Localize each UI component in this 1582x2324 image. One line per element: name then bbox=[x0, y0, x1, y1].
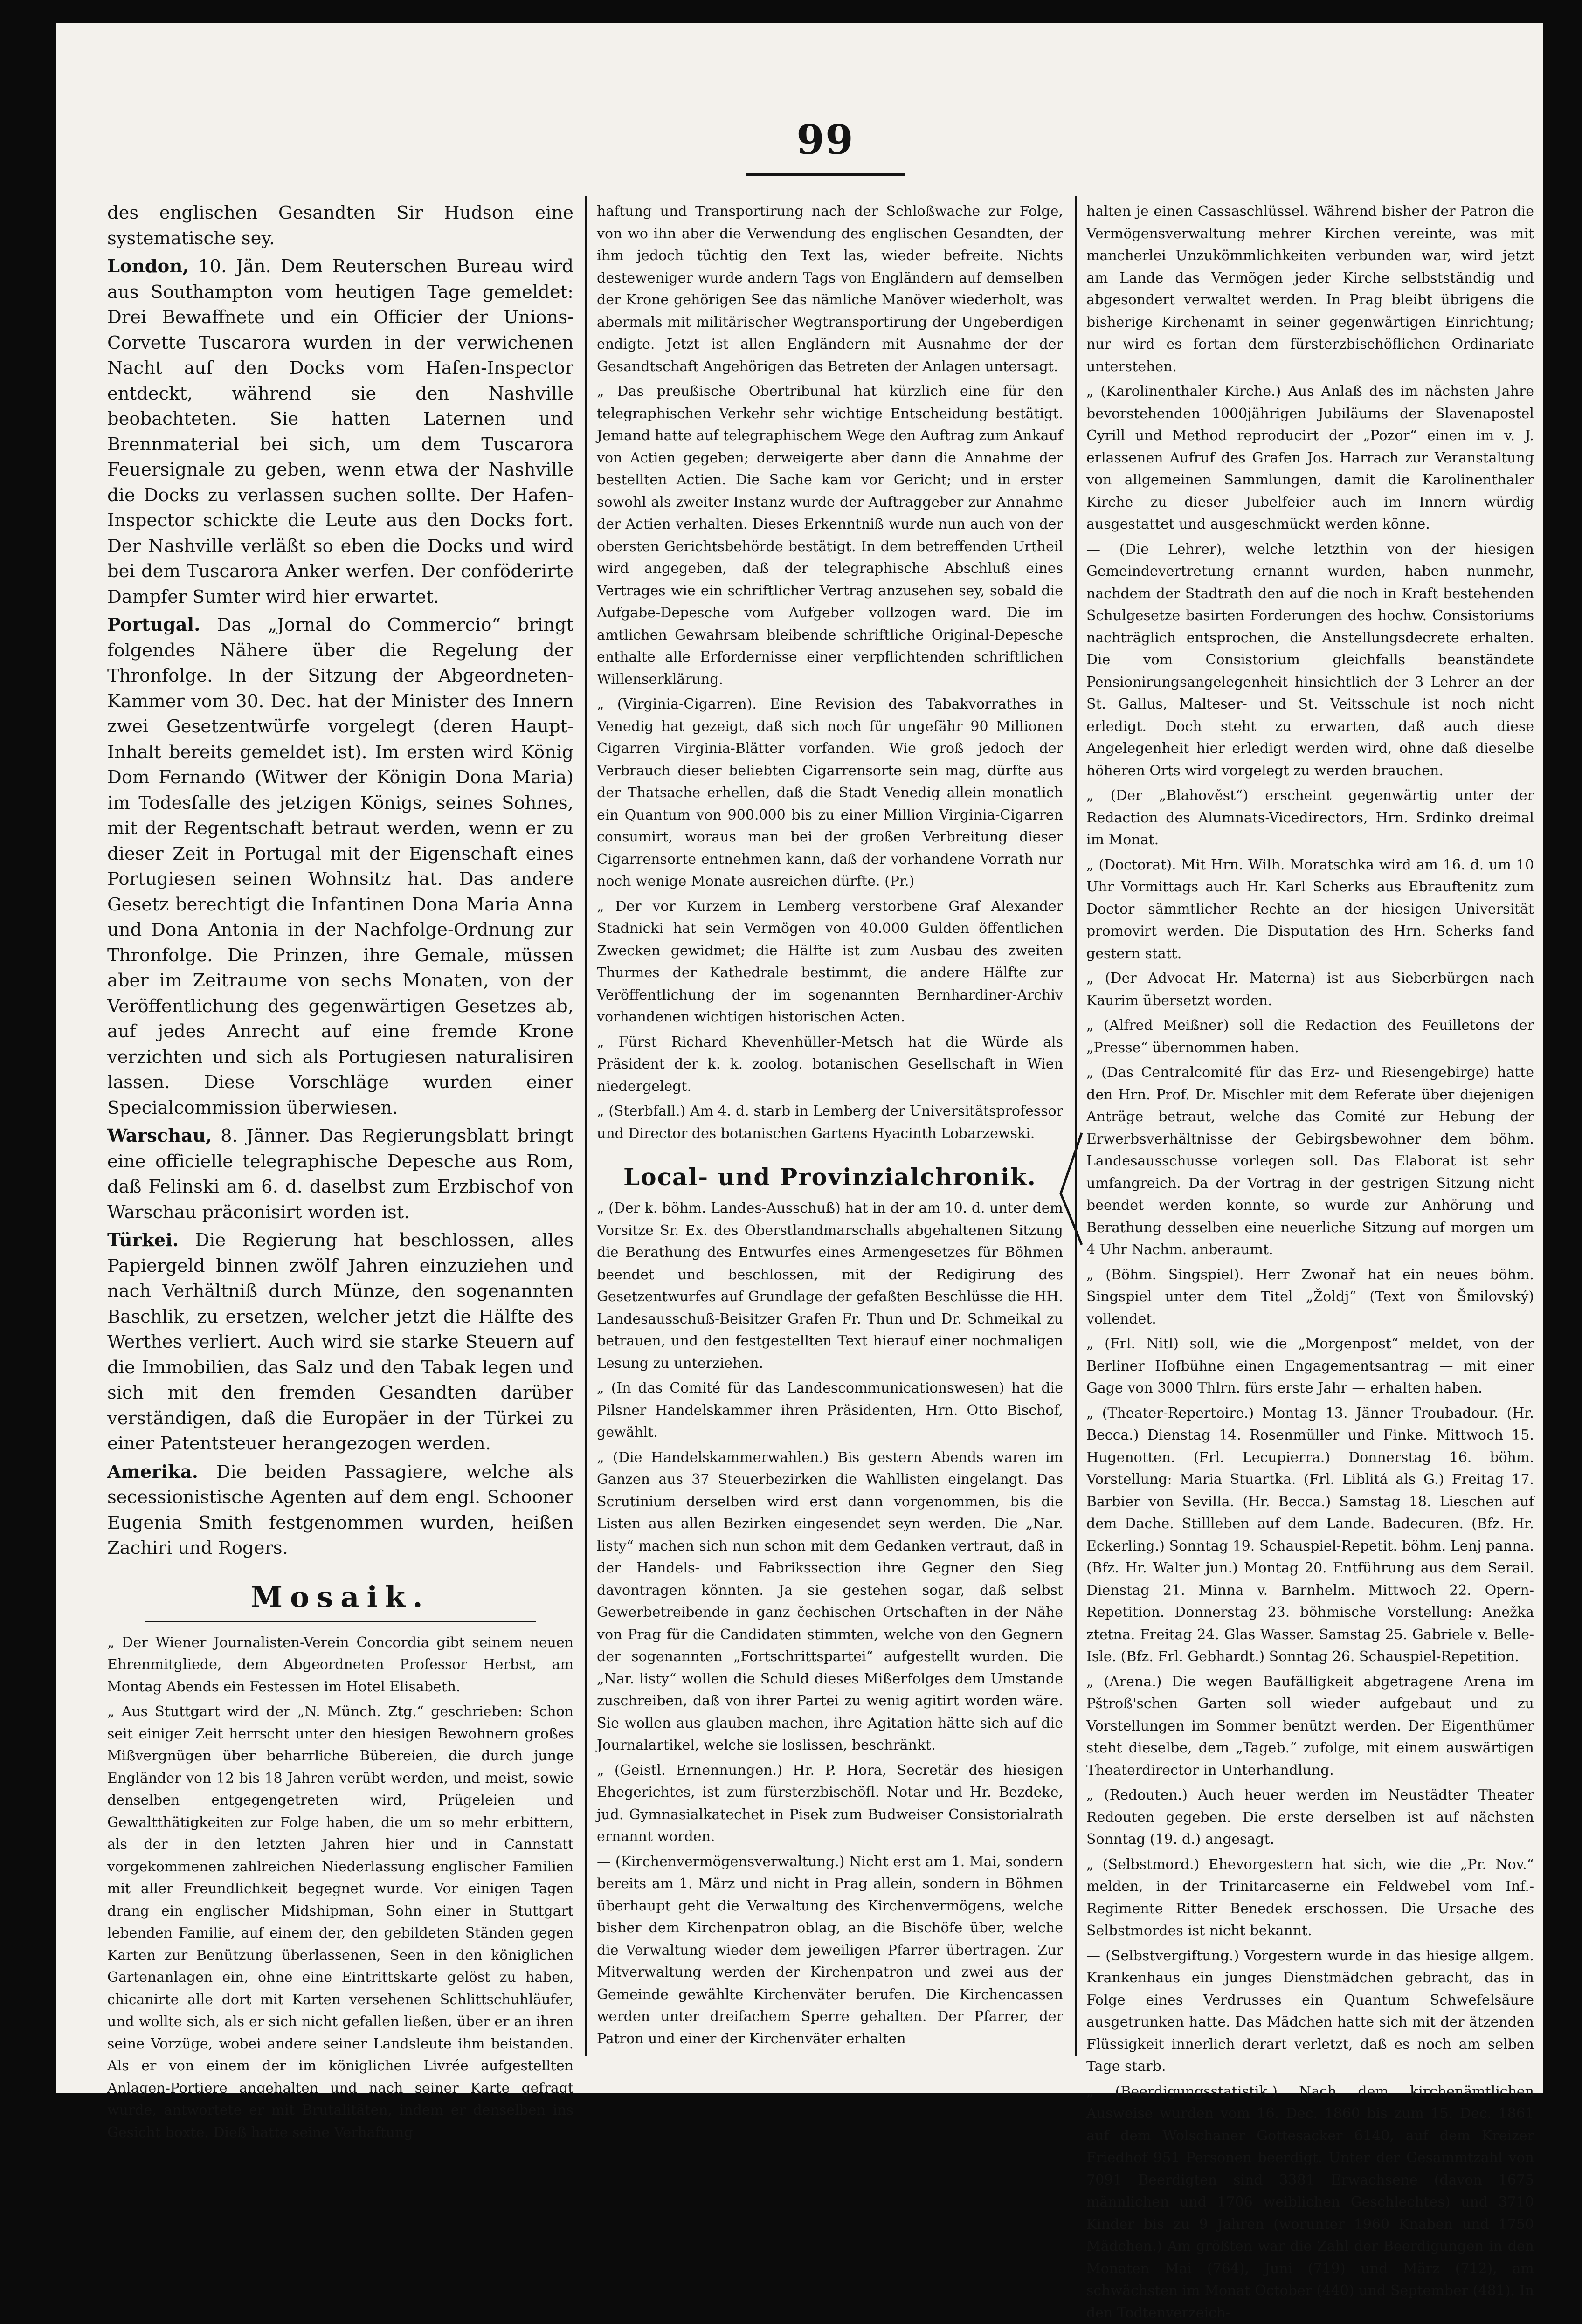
paragraph-text: halten je einen Cassaschlüssel. Während bisher der Patron die Vermögensverwaltung mehrer Kirchen vereinte, was mit mancherlei Unzukömmlichkeiten verbunden war, wird jetzt am Lande das Vermögen jeder Kirche selbstständig und abgesondert verwaltet werden. In Prag bleibt übrigens die bisherige Kirchenamt in seiner gegenwärtigen Einrichtung; nur wird es fortan dem fürsterzbischöflichen Ordinariate unterstehen. bbox=[1086, 203, 1534, 375]
article-paragraph bbox=[107, 1124, 573, 1225]
paragraph-text: „ (Redouten.) Auch heuer werden im Neustädter Theater Redouten gegeben. Die erste derselben ist auf nächsten Sonntag (19. d.) angesagt. bbox=[1086, 1787, 1534, 1848]
article-paragraph bbox=[1086, 1784, 1534, 1851]
dateline-lead: Portugal. bbox=[107, 614, 200, 635]
paragraph-text: „ Fürst Richard Khevenhüller-Metsch hat die Würde als Präsident der k. k. zoolog. botanischen Gesellschaft in Wien niedergelegt. bbox=[597, 1034, 1063, 1095]
paragraph-text: „ (Die Handelskammerwahlen.) Bis gestern Abends waren im Ganzen aus 37 Steuerbezirken die Wahllisten eingelangt. Das Scrutinium derselben wird erst dann vorgenommen, bis die Listen aus allen Bezirken eingesendet seyn werden. Die „Nar. listy“ machen sich nun schon mit dem Gedanken vertraut, daß in der Handels- und Fabrikssection ihre Gegner den Sieg davontragen könnten. Ja sie gestehen sogar, daß selbst Gewerbetreibende in ganz čechischen Ortschaften in der Nähe von Prag für die Candidaten stimmten, welche von den Gegnern der sogenannten „Fortschrittspartei“ aufgestellt wurden. Die „Nar. listy“ wollen die Schuld dieses Mißerfolges dem Umstande zuschreiben, daß von ihrer Partei zu wenig agitirt worden wäre. Sie wollen aus glauben machen, ihre Agitation hätte sich auf die Journalartikel, welche sie loslissen, beschränkt. bbox=[597, 1449, 1063, 1754]
article-paragraph bbox=[107, 1228, 573, 1457]
article-paragraph bbox=[1086, 1671, 1534, 1782]
paragraph-text: 8. Jänner. Das Regierungsblatt bringt eine officielle telegraphische Depesche aus Rom, daß Felinski am 6. d. daselbst zum Erzbischof von Warschau präconisirt worden ist. bbox=[107, 1125, 573, 1223]
dateline-lead: Amerika. bbox=[107, 1462, 198, 1483]
right-column bbox=[1086, 200, 1534, 2056]
paragraph-text: „ (Alfred Meißner) soll die Redaction des Feuilletons der „Presse“ übernommen haben. bbox=[1086, 1017, 1534, 1056]
article-paragraph bbox=[597, 1377, 1063, 1444]
article-paragraph bbox=[597, 380, 1063, 690]
left-column bbox=[107, 200, 573, 2056]
article-paragraph bbox=[1086, 1945, 1534, 2078]
article-paragraph bbox=[107, 1460, 573, 1561]
paragraph-text: Die beiden Passagiere, welche als secessionistische Agenten auf dem engl. Schooner Eugenia Smith festgenommen wurden, heißen Zachiri und Rogers. bbox=[107, 1462, 573, 1559]
paragraph-text: „ (Der „Blahověst“) erscheint gegenwärtig unter der Redaction des Alumnats-Vicedirectors, Hrn. Srdinko dreimal im Monat. bbox=[1086, 787, 1534, 848]
paragraph-text: „ (Der k. böhm. Landes-Ausschuß) hat in der am 10. d. unter dem Vorsitze Sr. Ex. des Oberstlandmarschalls abgehaltenen Sitzung die Berathung des Entwurfes eines Armengesetzes für Böhmen beendet und beschlossen, mit der Redigirung des Gesetzentwurfes auf Grundlage der gefaßten Beschlüsse die HH. Landesausschuß-Beisitzer Grafen Fr. Thun und Dr. Schmeikal zu betrauen, und den festgestellten Text hierauf einer nochmaligen Lesung zu unterziehen. bbox=[597, 1200, 1063, 1372]
article-paragraph bbox=[597, 1031, 1063, 1098]
article-paragraph bbox=[1086, 1333, 1534, 1400]
article-paragraph bbox=[107, 254, 573, 610]
page-number-rule bbox=[746, 173, 905, 176]
column-divider-left bbox=[585, 196, 587, 2056]
paragraph-text: „ Der Wiener Journalisten-Verein Concordia gibt seinem neuen Ehrenmitgliede, dem Abgeordneten Professor Herbst, am Montag Abends ein Festessen im Hotel Elisabeth. bbox=[107, 1634, 573, 1695]
newspaper-page bbox=[56, 23, 1543, 2093]
article-paragraph bbox=[597, 1100, 1063, 1145]
article-paragraph bbox=[597, 896, 1063, 1028]
paragraph-text: Das „Jornal do Commercio“ bringt folgendes Nähere über die Regelung der Thronfolge. In der Sitzung der Abgeordneten-Kammer vom 30. Dec. hat der Minister des Innern zwei Gesetzentwürfe vorgelegt (deren Haupt-Inhalt bereits gemeldet ist). Im ersten wird König Dom Fernando (Witwer der Königin Dona Maria) im Todesfalle des jetzigen Königs, seines Sohnes, mit der Regentschaft betraut werden, wenn er zu dieser Zeit in Portugal mit der Eigenschaft eines Portugiesen seinen Wohnsitz hat. Das andere Gesetz berechtigt die Infantinen Dona Maria Anna und Dona Antonia in der Nachfolge-Ordnung zur Thronfolge. Die Prinzen, ihre Gemale, müssen aber im Zeitraume von sechs Monaten, von der Veröffentlichung des gegenwärtigen Gesetzes ab, auf jedes Anrecht auf eine fremde Krone verzichten und sich als Portugiesen naturalisiren lassen. Diese Vorschläge wurden einer Specialcommission überwiesen. bbox=[107, 614, 573, 1118]
paragraph-text: „ (Böhm. Singspiel). Herr Zwonař hat ein neues böhm. Singspiel unter dem Titel „Žoldj“ (Text von Šmilovský) vollendet. bbox=[1086, 1267, 1534, 1327]
paragraph-text: „ Das preußische Obertribunal hat kürzlich eine für den telegraphischen Verkehr sehr wichtige Entscheidung bestätigt. Jemand hatte auf telegraphischem Wege den Auftrag zum Ankauf von Actien gegeben; derweigerte aber dann die Annahme der bestellten Actien. Die Sache kam vor Gericht; und in erster sowohl als zweiter Instanz wurde der Auftraggeber zur Annahme der Actien verhalten. Dieses Erkenntniß wurde nun auch von der obersten Gerichtsbehörde bestätigt. In dem betreffenden Urtheil wird angegeben, daß der telegraphische Abschluß eines Vertrages wie ein schriftlicher Vertrag anzusehen sey, sobald die Aufgabe-Depesche vom Aufgeber vollzogen ward. Die im amtlichen Gewahrsam bleibende schriftliche Original-Depesche enthalte alle Erfordernisse einer verpflichtenden schriftlichen Willenserklärung. bbox=[597, 383, 1063, 688]
article-paragraph bbox=[1086, 785, 1534, 851]
column-divider-right bbox=[1075, 196, 1077, 2056]
section-heading-local: Local- und Provinzialchronik. bbox=[597, 1163, 1063, 1191]
paragraph-text: „ (Sterbfall.) Am 4. d. starb in Lemberg der Universitätsprofessor und Director des botanischen Gartens Hyacinth Lobarzewski. bbox=[597, 1103, 1063, 1142]
paragraph-text: „ (Theater-Repertoire.) Montag 13. Jänner Troubadour. (Hr. Becca.) Dienstag 14. Rosenmüller und Finke. Mittwoch 15. Hugenotten. (Frl. Lecupierra.) Donnerstag 16. böhm. Vorstellung: Maria Stuartka. (Frl. Liblitá als G.) Freitag 17. Barbier von Sevilla. (Hr. Becca.) Samstag 18. Lieschen auf dem Dache. Stillleben auf dem Lande. Badecuren. (Bfz. Hr. Eckerling.) Sonntag 19. Schauspiel-Repetit. böhm. Lenj panna. (Bfz. Hr. Walter jun.) Montag 20. Entführung aus dem Serail. Dienstag 21. Minna v. Barnhelm. Mittwoch 22. Opern-Repetition. Donnerstag 23. böhmische Vorstellung: Anežka ztetna. Freitag 24. Glas Wasser. Samstag 25. Gabriele v. Belle-Isle. (Bfz. Frl. Gebhardt.) Sonntag 26. Schauspiel-Repetition. bbox=[1086, 1405, 1534, 1665]
paragraph-text: „ (Selbstmord.) Ehevorgestern hat sich, wie die „Pr. Nov.“ melden, in der Trinitarcaserne ein Feldwebel vom Inf.-Regimente Ritter Benedek erschossen. Die Ursache des Selbstmordes ist nicht bekannt. bbox=[1086, 1856, 1534, 1939]
article-paragraph bbox=[1086, 1014, 1534, 1059]
article-paragraph bbox=[107, 1701, 573, 2144]
paragraph-text: — (Selbstvergiftung.) Vorgestern wurde in das hiesige allgem. Krankenhaus ein junges Dienstmädchen gebracht, das in Folge eines Verdrusses ein Quantum Schwefelsäure ausgetrunken hatte. Das Mädchen hatte sich mit der ätzenden Flüssigkeit innerlich derart verletzt, daß es noch am selben Tage starb. bbox=[1086, 1948, 1534, 2075]
paragraph-text: „ (Der Advocat Hr. Materna) ist aus Sieberbürgen nach Kaurim übersetzt worden. bbox=[1086, 970, 1534, 1009]
article-paragraph bbox=[597, 1447, 1063, 1757]
section-rule bbox=[145, 1621, 536, 1622]
article-paragraph bbox=[597, 693, 1063, 893]
paragraph-text: des englischen Gesandten Sir Hudson eine systematische sey. bbox=[107, 202, 573, 249]
article-paragraph bbox=[1086, 854, 1534, 965]
paragraph-text: „ (Beerdigungsstatistik.) Nach dem kirchenämtlichen Ausweise wurden vom 16. Dec. 1860 bis zum 15. Dec. 1861 auf dem Wolschaner Gottesacker 6140, auf dem Kreizer Friedhof 951 Personen beerdigt. Unter der Gesammtzahl von 7091 Beerdigten sind 3381 Erwachsene (davon 1675 männlichen und 1706 weiblichen Geschlechtes) und 3710 Kinder bis zu 9 Jahren (worunter 1960 Knaben und 1750 Mädchen.) Am größten war die Zahl der Beerdigungen in den Monaten Mai (764), Juni (719) und März (712), am schwächsten im Monat October (440) und September (481). In den Todtenverzeich- bbox=[1086, 2083, 1534, 2321]
article-paragraph bbox=[597, 1759, 1063, 1848]
article-paragraph bbox=[1086, 1264, 1534, 1331]
article-paragraph bbox=[1086, 2081, 1534, 2324]
article-paragraph bbox=[1086, 538, 1534, 782]
article-paragraph bbox=[107, 200, 573, 251]
paragraph-text: „ (Das Centralcomité für das Erz- und Riesengebirge) hatte den Hrn. Prof. Dr. Mischler mit dem Referate über diejenigen Anträge betraut, welche das Comité zur Hebung der Erwerbsverhältnisse der Gebirgsbewohner dem böhm. Landesausschusse vorlegen soll. Das Elaborat ist sehr umfangreich. Da der Vortrag in der gestrigen Sitzung nicht beendet werden konnte, so wurde zur Anhörung und Berathung desselben eine neuerliche Sitzung auf morgen um 4 Uhr Nachm. anberaumt. bbox=[1086, 1064, 1534, 1258]
article-paragraph bbox=[1086, 1854, 1534, 1942]
article-paragraph bbox=[1086, 200, 1534, 378]
paragraph-text: „ (Frl. Nitl) soll, wie die „Morgenpost“ meldet, von der Berliner Hofbühne einen Engagementsantrag — mit einer Gage von 3000 Thlrn. fürs erste Jahr — erhalten haben. bbox=[1086, 1336, 1534, 1396]
article-paragraph bbox=[1086, 1062, 1534, 1261]
article-paragraph bbox=[1086, 967, 1534, 1012]
article-paragraph bbox=[597, 1851, 1063, 2050]
article-paragraph bbox=[1086, 380, 1534, 536]
paragraph-text: „ (Karolinenthaler Kirche.) Aus Anlaß des im nächsten Jahre bevorstehenden 1000jährigen Jubiläums der Slavenapostel Cyrill und Method reproducirt der „Pozor“ einen im v. J. erlassenen Aufruf des Grafen Jos. Harrach zur Veranstaltung von allgemeinen Sammlungen, damit die Karolinenthaler Kirche zu dieser Jubelfeier auch im Innern würdig ausgestattet und ausgeschmückt werden könne. bbox=[1086, 383, 1534, 532]
article-paragraph bbox=[597, 200, 1063, 378]
article-paragraph bbox=[1086, 1402, 1534, 1668]
article-paragraph bbox=[597, 1197, 1063, 1374]
paragraph-text: „ (Virginia-Cigarren). Eine Revision des Tabakvorrathes in Venedig hat gezeigt, daß sich noch für ungefähr 90 Millionen Cigarren Virginia-Blätter vorfanden. Wie groß jedoch der Verbrauch dieser beliebten Cigarrensorte sein mag, dürfte aus der Thatsache erhellen, daß die Stadt Venedig allein monatlich ein Quantum von 900.000 bis zu einer Million Virginia-Cigarren consumirt, woraus man bei der großen Verbreitung dieser Cigarrensorte entnehmen kann, daß der vorhandene Vorrath nur noch wenige Monate ausreichen dürfte. (Pr.) bbox=[597, 696, 1063, 890]
paragraph-text: 10. Jän. Dem Reuterschen Bureau wird aus Southampton vom heutigen Tage gemeldet: Drei Bewaffnete und ein Officier der Unions-Corvette Tuscarora wurden in der verwichenen Nacht auf den Docks vom Hafen-Inspector entdeckt, während sie den Nashville beobachteten. Sie hatten Laternen und Brennmaterial bei sich, um dem Tuscarora Feuersignale zu geben, wenn etwa der Nashville die Docks zu verlassen suchen sollte. Der Hafen-Inspector schickte die Leute aus den Docks fort. Der Nashville verläßt so eben die Docks und wird bei dem Tuscarora Anker werfen. Der conföderirte Dampfer Sumter wird hier erwartet. bbox=[107, 256, 573, 607]
paragraph-text: — (Die Lehrer), welche letzthin von der hiesigen Gemeindevertretung ernannt wurden, haben nunmehr, nachdem der Stadtrath den auf die noch in Kraft bestehenden Schulgesetze basirten Forderungen des hochw. Consistoriums nachträglich entsprochen, die Anstellungsdecrete erhalten. Die vom Consistorium gleichfalls beanständete Pensionirungsangelegenheit hinsichtlich der 3 Lehrer an der St. Gallus, Malteser- und St. Veitsschule ist noch nicht erledigt. Doch steht zu erwarten, daß auch diese Angelegenheit hier erledigt werden wird, ohne daß dieselbe höheren Orts wird vorgelegt zu werden brauchen. bbox=[1086, 541, 1534, 779]
article-paragraph bbox=[107, 613, 573, 1121]
paragraph-text: „ Aus Stuttgart wird der „N. Münch. Ztg.“ geschrieben: Schon seit einiger Zeit herrscht unter den hiesigen Bewohnern großes Mißvergnügen über beharrliche Bübereien, die durch junge Engländer von 12 bis 18 Jahren verübt werden, und meist, sowie denselben entgegengetreten wird, Prügeleien und Gewaltthätigkeiten zur Folge haben, die um so mehr erbittern, als der in den letzten Jahren hier und in Cannstatt vorgekommenen zahlreichen Niederlassung englischer Familien mit aller Freundlichkeit begegnet wurde. Vor einigen Tagen drang ein englischer Midshipman, Sohn einer in Stuttgart lebenden Familie, auf einem der, den gebildeten Ständen gegen Karten zur Benützung überlassenen, Seen in den königlichen Gartenanlagen ein, ohne eine Eintrittskarte gelöst zu haben, chicanirte alle dort mit Karten versehenen Schlittschuhläufer, und wollte sich, als er sich nicht gefallen ließen, über er an ihren seine Vorzüge, wobei andere seiner Landsleute ihm beistanden. Als er von einem der im königlichen Livrée aufgestellten Anlagen-Portiere angehalten und nach seiner Karte gefragt wurde, antwortete er mit Brutalitäten, indem er denselben ins Gesicht boxte. Dieß hatte seine Verhaftung bbox=[107, 1703, 573, 2141]
paragraph-text: „ (Doctorat). Mit Hrn. Wilh. Moratschka wird am 16. d. um 10 Uhr Vormittags auch Hr. Karl Scherks aus Ebrauftenitz zum Doctor sämmtlicher Rechte an der hiesigen Universität promovirt werden. Die Disputation des Hrn. Scherks fand gestern statt. bbox=[1086, 857, 1534, 962]
paragraph-text: „ (Arena.) Die wegen Baufälligkeit abgetragene Arena im Pštroß'schen Garten soll wieder aufgebaut und zu Vorstellungen im Sommer benützt werden. Der Eigenthümer steht dieselbe, dem „Tageb.“ zufolge, mit einem auswärtigen Theaterdirector in Unterhandlung. bbox=[1086, 1674, 1534, 1779]
article-paragraph bbox=[107, 1632, 573, 1698]
middle-column bbox=[597, 200, 1063, 2056]
paragraph-text: „ (In das Comité für das Landescommunicationswesen) hat die Pilsner Handelskammer ihren Präsidenten, Hrn. Otto Bischof, gewählt. bbox=[597, 1380, 1063, 1441]
paragraph-text: haftung und Transportirung nach der Schloßwache zur Folge, von wo ihn aber die Verwendung des englischen Gesandten, der ihm jedoch tüchtig den Text las, wieder befreite. Nichts desteweniger wurde andern Tags von Engländern auf demselben der Krone gehörigen See das nämliche Manöver wiederholt, was abermals mit militärischer Wegtransportirung der Ungeberdigen endigte. Jetzt ist allen Engländern mit Ausnahme der der Gesandtschaft Angehörigen das Betreten der Anlagen untersagt. bbox=[597, 203, 1063, 375]
dateline-lead: London, bbox=[107, 256, 189, 277]
page-number: 99 bbox=[732, 117, 919, 164]
margin-bracket-mark bbox=[1054, 1133, 1091, 1245]
section-heading-mosaik: Mosaik. bbox=[107, 1580, 573, 1614]
paragraph-text: „ (Geistl. Ernennungen.) Hr. P. Hora, Secretär des hiesigen Ehegerichtes, ist zum fürsterzbischöfl. Notar und Hr. Bezdeke, jud. Gymnasialkatechet in Pisek zum Budweiser Consistorialrath ernannt worden. bbox=[597, 1762, 1063, 1845]
paragraph-text: — (Kirchenvermögensverwaltung.) Nicht erst am 1. Mai, sondern bereits am 1. März und nicht in Prag allein, sondern in Böhmen überhaupt geht die Verwaltung des Kirchenvermögens, welche bisher dem Kirchenpatron oblag, an die Bischöfe über, welche die Verwaltung wieder dem jeweiligen Pfarrer übertragen. Zur Mitverwaltung werden der Kirchenpatron und zwei aus der Gemeinde gewählte Kirchenväter berufen. Die Kirchencassen werden unter dreifachem Sperre gehalten. Der Pfarrer, der Patron und einer der Kirchenväter erhalten bbox=[597, 1854, 1063, 2047]
paragraph-text: „ Der vor Kurzem in Lemberg verstorbene Graf Alexander Stadnicki hat sein Vermögen von 40.000 Gulden öffentlichen Zwecken gewidmet; die Hälfte ist zum Ausbau des zweiten Thurmes der Kathedrale bestimmt, die andere Hälfte zur Veröffentlichung der im sogenannten Bernhardiner-Archiv vorhandenen wichtigen historischen Acten. bbox=[597, 898, 1063, 1026]
paragraph-text: Die Regierung hat beschlossen, alles Papiergeld binnen zwölf Jahren einzuziehen und nach Verhältniß durch Münze, den sogenannten Baschlik, zu ersetzen, welcher jetzt die Hälfte des Werthes verliert. Auch wird sie starke Steuern auf die Immobilien, das Salz und den Tabak legen und sich mit den fremden Gesandten darüber verständigen, daß die Europäer in der Türkei zu einer Patentsteuer herangezogen werden. bbox=[107, 1230, 573, 1454]
dateline-lead: Türkei. bbox=[107, 1230, 179, 1251]
dateline-lead: Warschau, bbox=[107, 1125, 212, 1146]
